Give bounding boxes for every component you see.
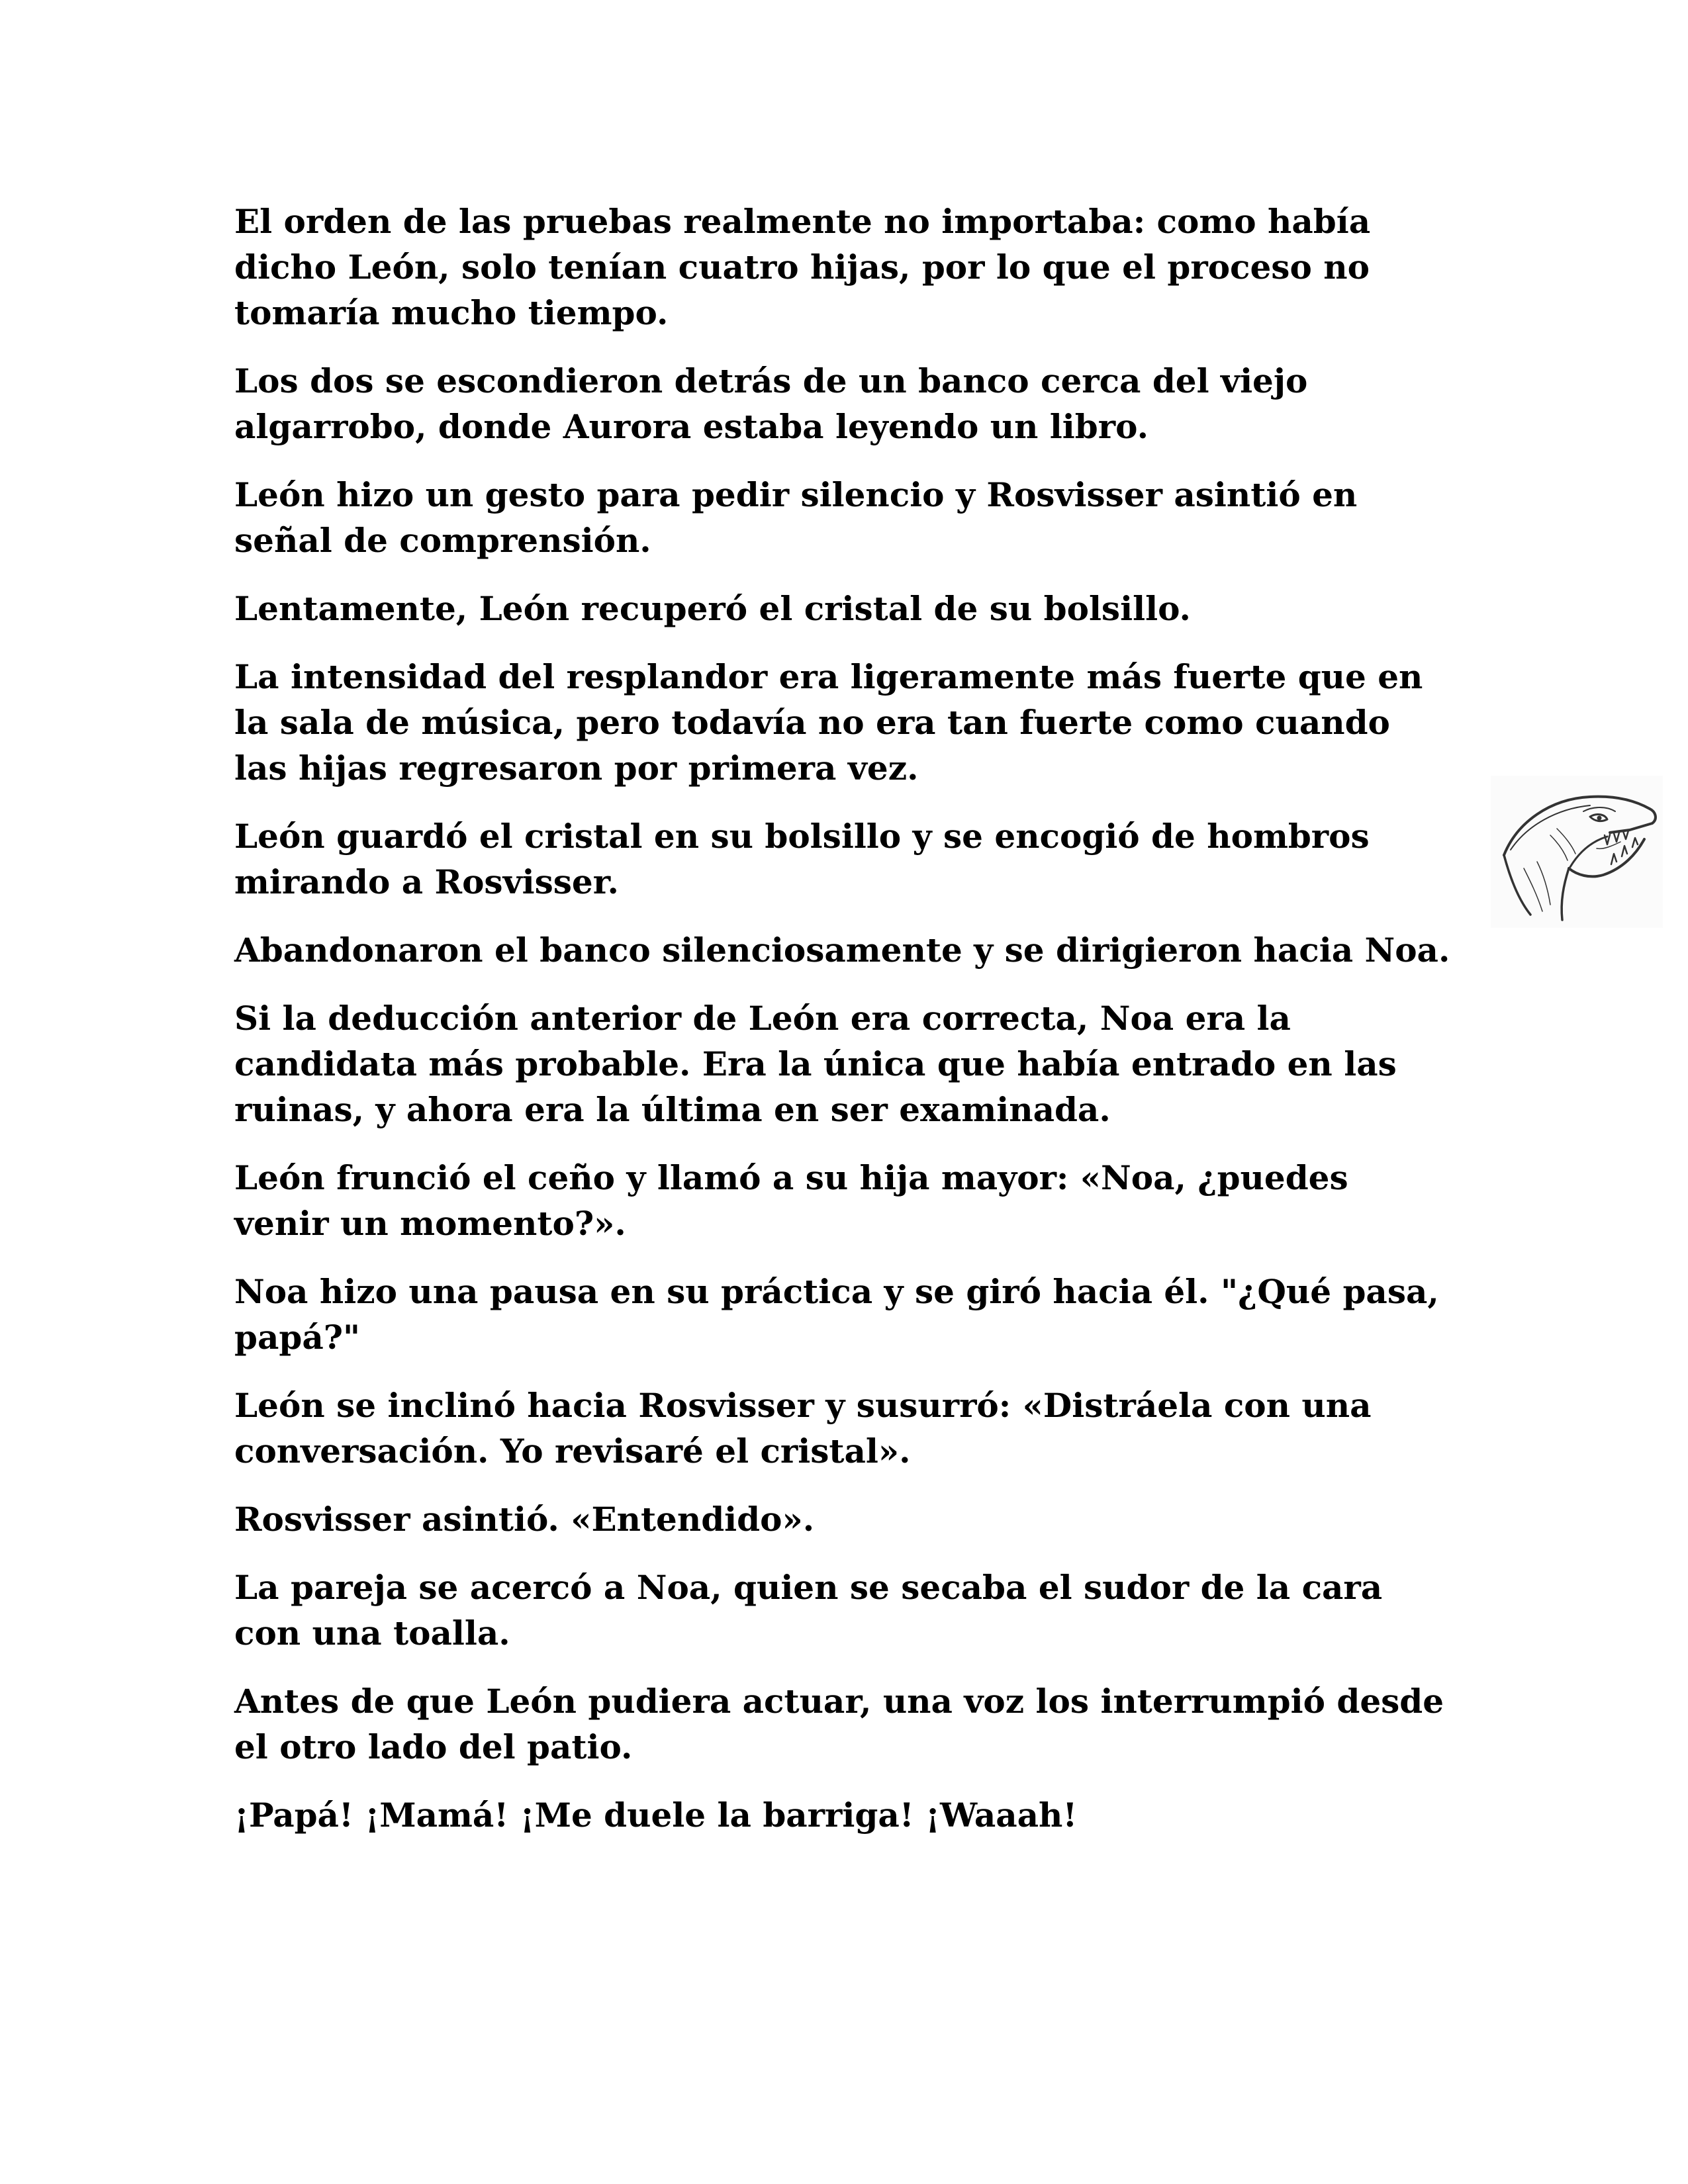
paragraph: El orden de las pruebas realmente no importaba: como había dicho León, solo tenían cuatro hijas, por lo que el proceso no tomaría mucho tiempo. (234, 202, 1371, 332)
paragraph: León guardó el cristal en su bolsillo y se encogió de hombros mirando a Rosvisser. (234, 817, 1370, 901)
paragraph: ¡Papá! ¡Mamá! ¡Me duele la barriga! ¡Waaah! (234, 1796, 1078, 1835)
document-body (234, 199, 1452, 1860)
paragraph: La pareja se acercó a Noa, quien se secaba el sudor de la cara con una toalla. (234, 1568, 1383, 1653)
paragraph: León se inclinó hacia Rosvisser y susurró: «Distráela con una conversación. Yo revisaré el cristal». (234, 1386, 1372, 1471)
paragraph: Si la deducción anterior de León era correcta, Noa era la candidata más probable. Era la única que había entrado en las ruinas, y ahora era la última en ser examinada. (234, 999, 1397, 1129)
paragraph: León hizo un gesto para pedir silencio y Rosvisser asintió en señal de comprensión. (234, 475, 1358, 560)
paragraph: Rosvisser asintió. «Entendido». (234, 1500, 815, 1539)
paragraph: Abandonaron el banco silenciosamente y se dirigieron hacia Noa. (234, 931, 1450, 970)
paragraph: Los dos se escondieron detrás de un banco cerca del viejo algarrobo, donde Aurora estaba leyendo un libro. (234, 361, 1308, 446)
paragraph: Noa hizo una pausa en su práctica y se giró hacia él. "¿Qué pasa, papá?" (234, 1272, 1439, 1357)
dinosaur-sketch-icon (1491, 776, 1663, 928)
paragraph: Lentamente, León recuperó el cristal de su bolsillo. (234, 589, 1191, 628)
paragraph: La intensidad del resplandor era ligeramente más fuerte que en la sala de música, pero todavía no era tan fuerte como cuando las hijas regresaron por primera vez. (234, 657, 1423, 788)
paragraph: Antes de que León pudiera actuar, una voz los interrumpió desde el otro lado del patio. (234, 1682, 1444, 1766)
paragraph: León frunció el ceño y llamó a su hija mayor: «Noa, ¿puedes venir un momento?». (234, 1158, 1348, 1243)
